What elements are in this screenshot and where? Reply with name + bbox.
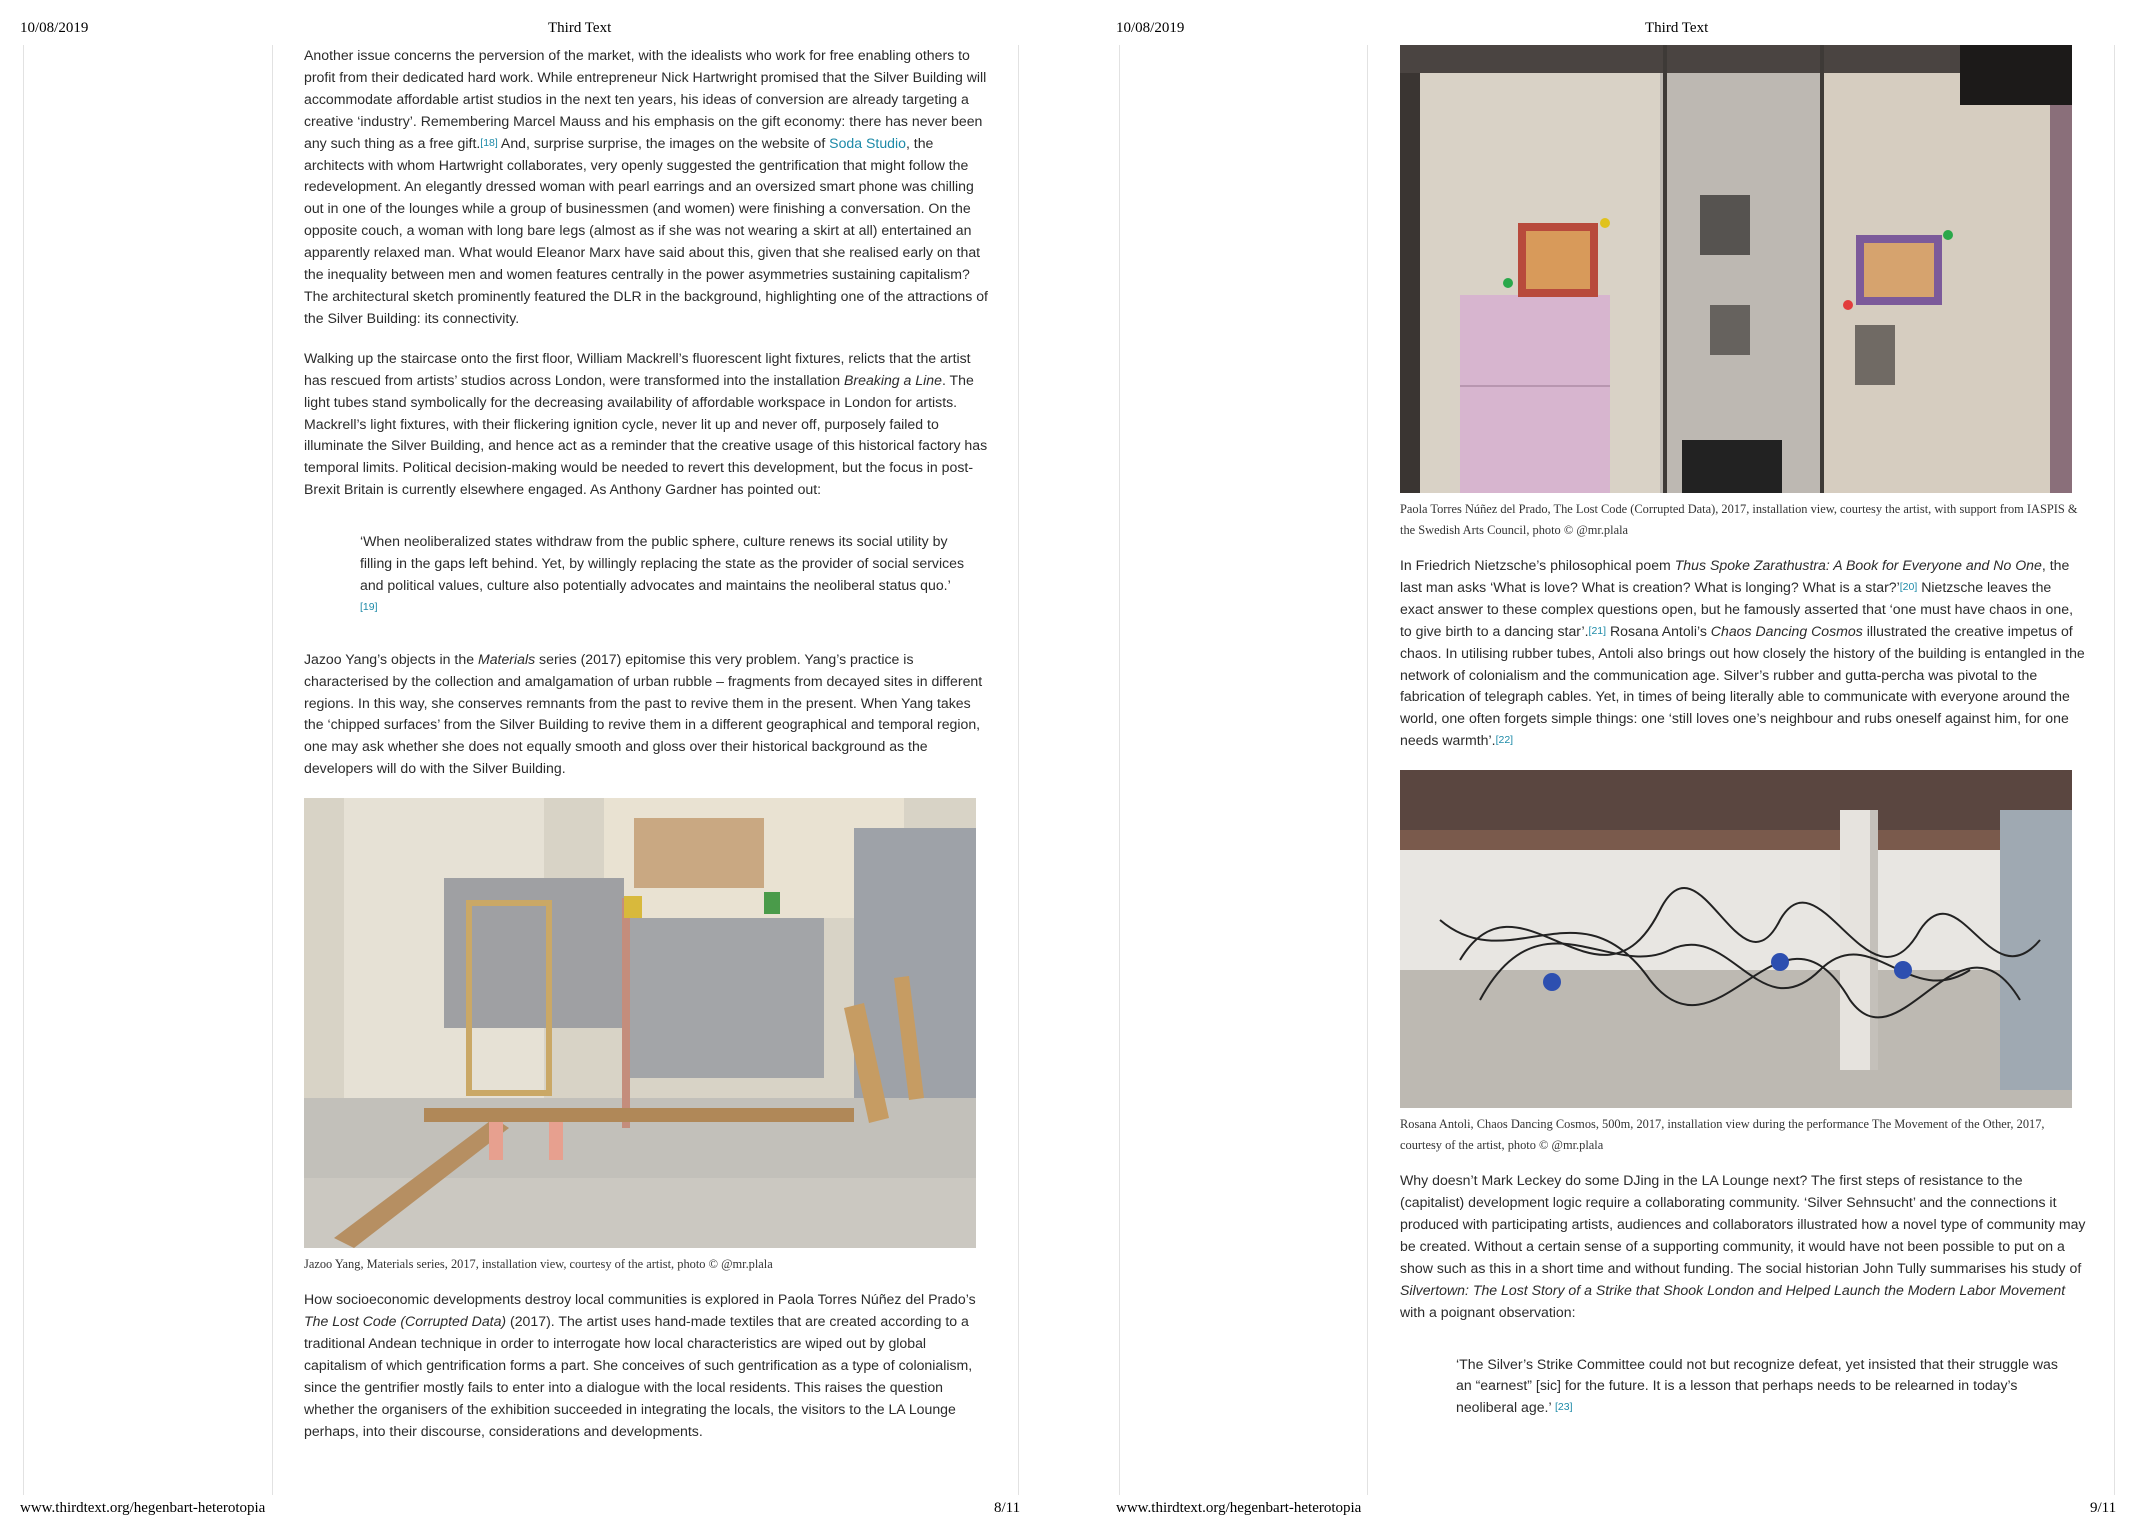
footnote-link[interactable]: [23]: [1555, 1401, 1573, 1414]
article-column: [304, 45, 990, 1461]
photo-lost-code: [1400, 45, 2072, 493]
paragraph: How socioeconomic developments destroy local communities is explored in Paola Torres Núñez del Prado’s The Lost Code (Corrupted Data) (2017). The artist uses hand-made textiles that are created according to a traditional Andean technique in order to interrogate how local characteristics are wiped out by global capitalism of which gentrification forms a part. She conceives of such gentrification as a type of colonialism, since the gentrifier mostly fails to enter into a dialogue with the local residents. This raises the question whether the organisers of the exhibition succeeded in integrating the locals, the visitors to the LA Lounge perhaps, into their discourse, considerations and developments.: [304, 1291, 976, 1439]
footer-url: www.thirdtext.org/hegenbart-heterotopia: [1116, 1500, 1362, 1516]
article-column: [1400, 45, 2086, 1449]
margin-rule: [1018, 45, 1019, 1495]
footnote-link[interactable]: [22]: [1495, 734, 1514, 747]
block-quote: ‘The Silver’s Strike Committee could not but recognize defeat, yet insisted that their struggle was an “earnest” [sic] for the future. It is a lesson that perhaps needs to be relearned in today’s neoliberal age.’ [23]: [1456, 1355, 2058, 1416]
margin-rule: [23, 45, 24, 1495]
footer-page-number: 8/11: [994, 1500, 1021, 1516]
block-quote: ‘When neoliberalized states withdraw from the public sphere, culture renews its social utility by filling in the gaps left behind. Yet, by willingly replacing the state as the provider of social services and political values, culture also potentially advocates and maintains the neoliberal status quo.’ [19]: [360, 533, 965, 613]
header-date: 10/08/2019: [20, 20, 89, 36]
margin-rule: [2114, 45, 2115, 1495]
paragraph: Walking up the staircase onto the first floor, William Mackrell’s fluorescent light fixtures, relicts that the artist has rescued from artists’ studios across London, were transformed into the installation Breaking a Line. The light tubes stand symbolically for the decreasing availability of affordable workspace in London for artists. Mackrell’s light fixtures, with their flickering ignition cycle, never lit up and never off, purposely failed to illuminate the Silver Building, and hence act as a reminder that the creative usage of this historical factory has temporal limits. Political decision-making would be needed to revert this development, but the focus in post-Brexit Britain is currently elsewhere engaged. As Anthony Gardner has pointed out:: [304, 349, 988, 498]
footer-page-number: 9/11: [2090, 1500, 2117, 1516]
footnote-link[interactable]: [18]: [480, 136, 498, 149]
header-title: Third Text: [1645, 20, 1709, 36]
page-9: [1066, 0, 2132, 1517]
photo-caption: Paola Torres Núñez del Prado, The Lost Code (Corrupted Data), 2017, installation view, courtesy the artist, with support from IASPIS & the Swedish Arts Council, photo © @mr.plala: [1400, 502, 2078, 537]
paragraph: Another issue concerns the perversion of the market, with the idealists who work for free enabling others to profit from their dedicated hard work. While entrepreneur Nick Hartwright promised that the Silver Building will accommodate affordable artist studios in the next ten years, his ideas of conversion are already targeting a creative ‘industry’. Remembering Marcel Mauss and his emphasis on the gift economy: there has never been any such thing as a free gift.[18] And, surprise surprise, the images on the website of Soda Studio, the architects with whom Hartwright collaborates, very openly suggested the gentrification that might follow the redevelopment. An elegantly dressed woman with pearl earrings and an oversized smart phone was chilling out in one of the lounges while a group of businessmen (and women) were finishing a conversation. On the opposite couch, a woman with long bare legs (almost as if she was not wearing a skirt at all) entertained an apparently relaxed man. What would Eleanor Marx have said about this, given that she realised early on that the inequality between men and women features centrally in the power asymmetries sustaining capitalism? The architectural sketch prominently featured the DLR in the background, highlighting one of the attractions of the Silver Building: its connectivity.: [304, 47, 988, 326]
margin-rule: [272, 45, 273, 1495]
header-title: Third Text: [548, 20, 612, 36]
soda-studio-link[interactable]: Soda Studio: [829, 134, 906, 151]
photo-caption: Rosana Antoli, Chaos Dancing Cosmos, 500m, 2017, installation view during the performance The Movement of the Other, 2017, courtesy of the artist, photo © @mr.plala: [1400, 1117, 2045, 1153]
photo-materials-series: [304, 798, 976, 1248]
footnote-link[interactable]: [19]: [360, 600, 378, 613]
paragraph: In Friedrich Nietzsche’s philosophical poem Thus Spoke Zarathustra: A Book for Everyone and No One, the last man asks ‘What is love? What is creation? What is longing? What is a star?’[20] Nietzsche leaves the exact answer to these complex questions open, but he famously asserted that ‘one must have chaos in one, to give birth to a dancing star’.[21] Rosana Antoli’s Chaos Dancing Cosmos illustrated the creative impetus of chaos. In utilising rubber tubes, Antoli also brings out how closely the history of the building is entangled in the network of colonialism and the communication age. Silver’s rubber and gutta-percha was pivotal to the fabrication of telegraph cables. Yet, in times of being literally able to communicate with everyone around the world, one often forgets simple things: one ‘still loves one’s neighbour and rubs oneself against him, for one needs warmth’.[22]: [1400, 557, 2085, 749]
paragraph: Jazoo Yang’s objects in the Materials series (2017) epitomise this very problem. Yang’s practice is characterised by the collection and amalgamation of urban rubble – fragments from decayed sites in different regions. In this way, she conserves remnants from the past to revive them in the present. When Yang takes the ‘chipped surfaces’ from the Silver Building to revive them in a different geographical and temporal region, one may ask whether she does not equally smooth and gloss over their historical background as the developers will do with the Silver Building.: [304, 650, 983, 777]
photo-caption: Jazoo Yang, Materials series, 2017, installation view, courtesy of the artist, photo © @mr.plala: [304, 1257, 773, 1272]
margin-rule: [1119, 45, 1120, 1495]
footnote-link[interactable]: [21]: [1588, 624, 1607, 637]
margin-rule: [1367, 45, 1368, 1495]
footnote-link[interactable]: [20]: [1899, 580, 1918, 593]
footer-url: www.thirdtext.org/hegenbart-heterotopia: [20, 1500, 266, 1516]
header-date: 10/08/2019: [1116, 20, 1185, 36]
photo-chaos-dancing-cosmos: [1400, 770, 2072, 1108]
paragraph: Why doesn’t Mark Leckey do some DJing in the LA Lounge next? The first steps of resistance to the (capitalist) development logic require a collaborating community. ‘Silver Sehnsucht’ and the connections it produced with participating artists, audiences and collaborators illustrated how a novel type of community may be created. Without a certain sense of a supporting community, it would have not been possible to put on a show such as this in a short time and without funding. The social historian John Tully summarises his study of Silvertown: The Lost Story of a Strike that Shook London and Helped Launch the Modern Labor Movement with a poignant observation:: [1400, 1172, 2086, 1320]
